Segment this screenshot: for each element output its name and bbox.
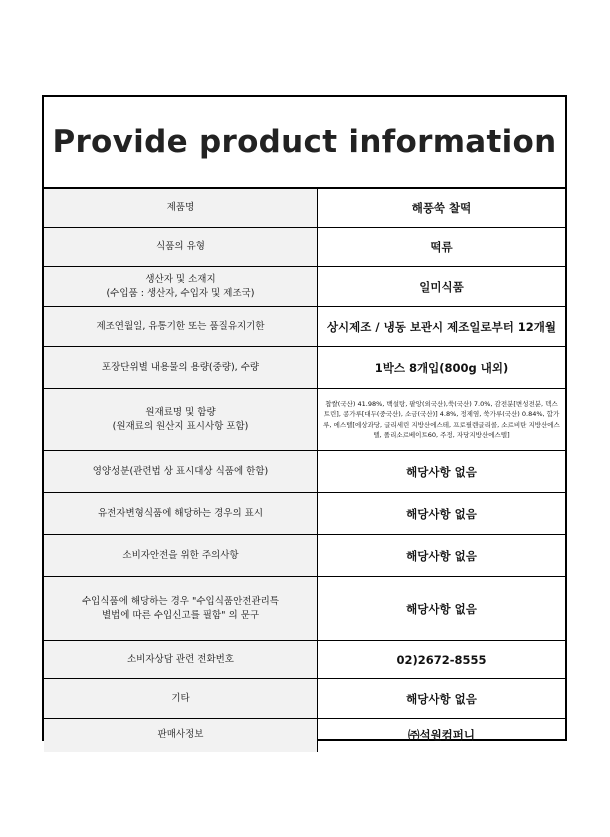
- table-row: [44, 389, 565, 451]
- row-value-gmo: 해당사항 없음: [318, 493, 566, 535]
- row-label-producer: 생산자 및 소재지 (수입품 : 생산자, 수입자 및 제조국): [44, 267, 318, 307]
- table-row: [44, 493, 565, 535]
- row-label-import-notice: 수입식품에 해당하는 경우 "수입식품안전관리특 별법에 따른 수입신고를 필함" 의 문구: [44, 577, 318, 641]
- row-value-product-name: 해풍쑥 찰떡: [318, 189, 566, 228]
- row-label-safety-notice: 소비자안전을 위한 주의사항: [44, 535, 318, 577]
- row-value-expiry: 상시제조 / 냉동 보관시 제조일로부터 12개월: [318, 307, 566, 347]
- row-label-quantity: 포장단위별 내용물의 용량(중량), 수량: [44, 347, 318, 389]
- row-value-seller: ㈜석원컴퍼니: [318, 719, 566, 752]
- table-row: [44, 641, 565, 679]
- row-value-food-type: 떡류: [318, 228, 566, 267]
- row-label-phone: 소비자상담 관련 전화번호: [44, 641, 318, 679]
- table-row: [44, 679, 565, 719]
- row-value-safety-notice: 해당사항 없음: [318, 535, 566, 577]
- row-value-producer: 일미식품: [318, 267, 566, 307]
- row-label-expiry: 제조연월일, 유통기한 또는 품질유지기한: [44, 307, 318, 347]
- table-row: [44, 347, 565, 389]
- row-value-other: 해당사항 없음: [318, 679, 566, 719]
- row-value-ingredients: 찹쌀(국산) 41.98%, 백설탕, 팥앙(외국산),쑥(국산) 7.0%, 감전분[변성전분, 덱스트린], 콩가루[대두(중국산), 소금(국산)] 4.8%, 정제염, 쑥가루(국산) 0.84%, 합가루, 에스텔[에상과당, 글리세린 지방산에스테, 프로필렌글리콜, 소르비탄 지방산에스텔, 폴리소르베이트60, 주정, 자당지방산에스텔]: [318, 389, 566, 451]
- table-row: [44, 535, 565, 577]
- product-info-sheet: [42, 95, 567, 741]
- row-label-food-type: 식품의 유형: [44, 228, 318, 267]
- row-label-gmo: 유전자변형식품에 해당하는 경우의 표시: [44, 493, 318, 535]
- table-row: [44, 189, 565, 228]
- row-label-nutrition: 영양성분(관련법 상 표시대상 식품에 한함): [44, 451, 318, 493]
- page-title: Provide product information: [44, 97, 565, 188]
- row-label-product-name: 제품명: [44, 189, 318, 228]
- table-row: [44, 451, 565, 493]
- table-row: [44, 228, 565, 267]
- row-label-seller: 판매사정보: [44, 719, 318, 752]
- row-label-ingredients: 원재료명 및 함량 (원재료의 원산지 표시사항 포함): [44, 389, 318, 451]
- table-row: [44, 307, 565, 347]
- row-value-phone: 02)2672-8555: [318, 641, 566, 679]
- row-value-import-notice: 해당사항 없음: [318, 577, 566, 641]
- table-row: [44, 577, 565, 641]
- table-row: [44, 267, 565, 307]
- row-value-quantity: 1박스 8개입(800g 내외): [318, 347, 566, 389]
- row-label-other: 기타: [44, 679, 318, 719]
- row-value-nutrition: 해당사항 없음: [318, 451, 566, 493]
- product-info-table: [44, 188, 565, 752]
- table-row: [44, 719, 565, 752]
